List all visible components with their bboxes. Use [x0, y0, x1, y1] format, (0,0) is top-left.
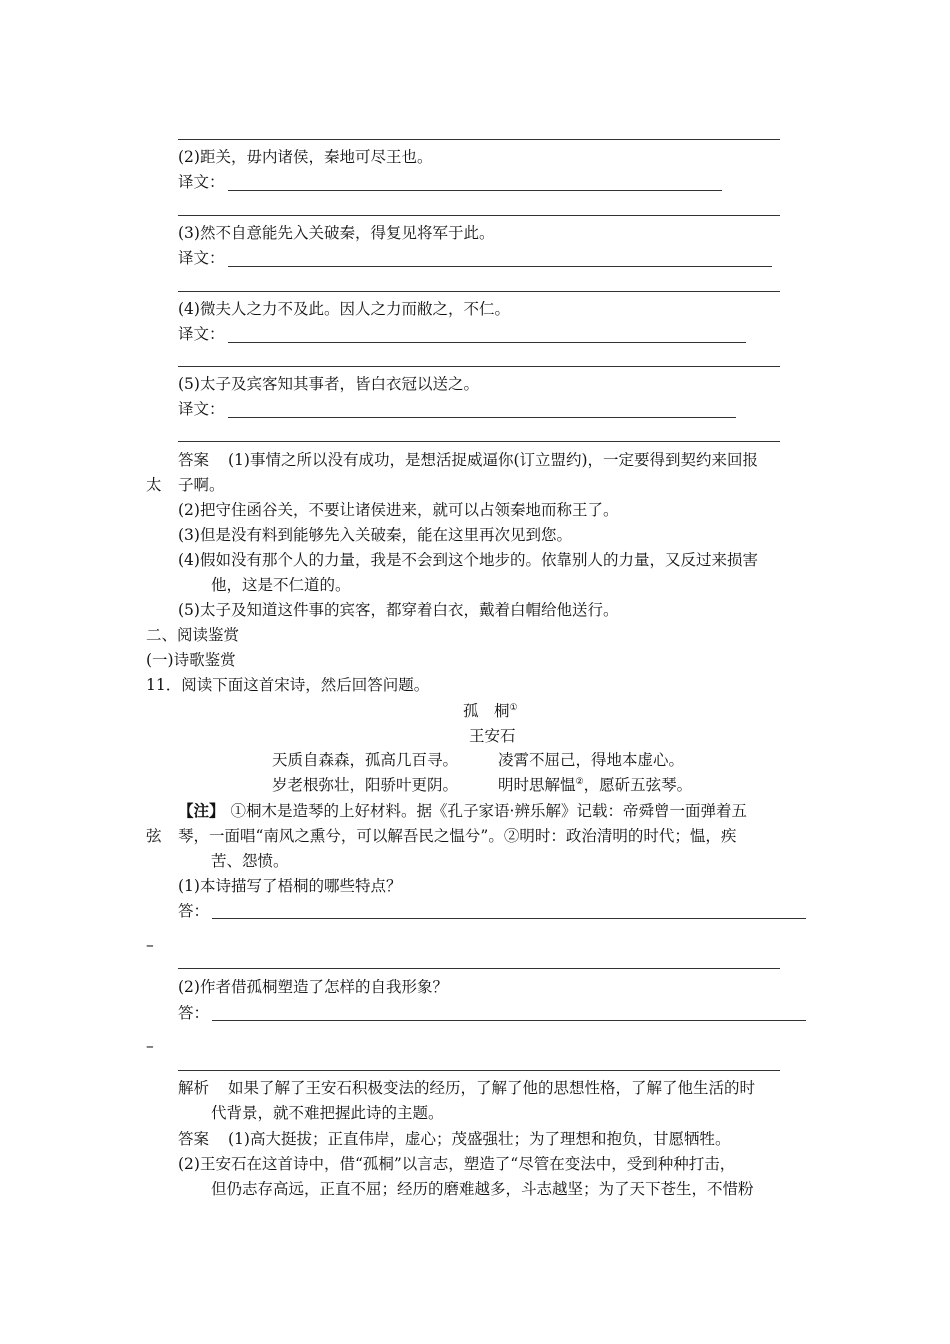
answer-line [178, 215, 780, 216]
poem-line-2 [272, 774, 692, 796]
answer-line [178, 139, 780, 140]
poem-title-text: 孤 桐 [463, 702, 510, 720]
answer-label: 答案 [178, 451, 210, 469]
analysis-line-1: 如果了解了王安石积极变法的经历，了解了他的思想性格，了解了他生活的时 [228, 1079, 756, 1097]
question-11: 11．阅读下面这首宋诗，然后回答问题。 [146, 676, 430, 694]
answer-line [178, 968, 780, 969]
translation-question: (3)然不自意能先入关破秦，得复见将军于此。 [178, 224, 495, 242]
sub-question-2: (2)作者借孤桐塑造了怎样的自我形象？ [178, 978, 448, 996]
translation-label: 译文： [178, 173, 225, 191]
sub-question-1: (1)本诗描写了梧桐的哪些特点？ [178, 877, 402, 895]
poem-line-2a: 岁老根弥壮，阳骄叶更阴。 [272, 776, 459, 794]
answer-blank[interactable] [228, 342, 746, 343]
poem-line-1a: 天质自森森，孤高几百寻。 [272, 751, 459, 769]
answer2-item-1: (1)高大挺拔；正直伟岸，虚心；茂盛强壮；为了理想和抱负，甘愿牺牲。 [228, 1130, 731, 1148]
stray-dash: – [146, 1037, 154, 1055]
answer-prompt-1: 答： [178, 902, 210, 920]
poem-line-1b: 凌霄不屈己，得地本虚心。 [498, 751, 685, 769]
stray-dash: – [146, 936, 154, 954]
answer-item-1-first-char: 太 [146, 476, 162, 494]
answer-item-4: (4)假如没有那个人的力量，我是不会到这个地步的。依靠别人的力量，又反过来损害 [178, 551, 758, 569]
answer-line [178, 366, 780, 367]
answer-item-1-cont: 子啊。 [178, 476, 225, 494]
answer2-item-2-cont: 但仍志存高远，正直不屈；经历的磨难越多，斗志越坚；为了天下苍生，不惜粉 [211, 1180, 754, 1198]
translation-question: (2)距关，毋内诸侯，秦地可尽王也。 [178, 148, 433, 166]
note-line-3: 苦、怨愤。 [211, 852, 289, 870]
answer-blank[interactable] [228, 417, 736, 418]
answer-prompt-2: 答： [178, 1004, 210, 1022]
answer-line [178, 291, 780, 292]
answer-item-1: (1)事情之所以没有成功，是想活捉威逼你(订立盟约)，一定要得到契约来回报 [228, 451, 759, 469]
translation-label: 译文： [178, 400, 225, 418]
section-heading: 二、阅读鉴赏 [146, 626, 240, 644]
note-text-1: ①桐木是造琴的上好材料。据《孔子家语·辨乐解》记载：帝舜曾一面弹着五 [230, 802, 747, 820]
answer-item-3: (3)但是没有料到能够先入关破秦，能在这里再次见到您。 [178, 526, 572, 544]
note-first-char: 弦 [146, 827, 162, 845]
translation-label: 译文： [178, 325, 225, 343]
answer-blank-2[interactable] [212, 1020, 806, 1021]
translation-question: (4)微夫人之力不及此。因人之力而敝之，不仁。 [178, 300, 510, 318]
note-line-2: 琴，一面唱“南风之熏兮，可以解吾民之愠兮”。②明时：政治清明的时代；愠，疾 [178, 827, 737, 845]
sub-heading: (一)诗歌鉴赏 [146, 651, 236, 669]
answer2-label: 答案 [178, 1130, 210, 1148]
note-label: 【注】 [178, 801, 225, 820]
poem-title-note: ① [509, 702, 518, 713]
translation-label: 译文： [178, 249, 225, 267]
poem-title [463, 700, 518, 722]
answer-item-5: (5)太子及知道这件事的宾客，都穿着白衣，戴着白帽给他送行。 [178, 601, 619, 619]
translation-question: (5)太子及宾客知其事者，皆白衣冠以送之。 [178, 375, 479, 393]
answer-blank[interactable] [228, 266, 772, 267]
answer-item-2: (2)把守住函谷关，不要让诸侯进来，就可以占领秦地而称王了。 [178, 501, 619, 519]
answer-blank-1[interactable] [212, 918, 806, 919]
poem-line-2b-note: ② [575, 776, 584, 787]
answer-line [178, 1070, 780, 1071]
answer2-item-2: (2)王安石在这首诗中，借“孤桐”以言志，塑造了“尽管在变法中，受到种种打击， [178, 1155, 736, 1173]
poem-line-2b-rest: ，愿斫五弦琴。 [583, 776, 693, 794]
answer-blank[interactable] [228, 190, 722, 191]
answer-item-4-cont: 他，这是不仁道的。 [211, 576, 351, 594]
answer-line [178, 441, 780, 442]
poem-author: 王安石 [469, 727, 516, 745]
poem-line-2b: 明时思解愠 [498, 776, 576, 794]
analysis-line-2: 代背景，就不难把握此诗的主题。 [211, 1104, 444, 1122]
poem-line-1 [272, 749, 684, 771]
note-line-1 [178, 800, 747, 822]
analysis-label: 解析 [178, 1079, 210, 1097]
